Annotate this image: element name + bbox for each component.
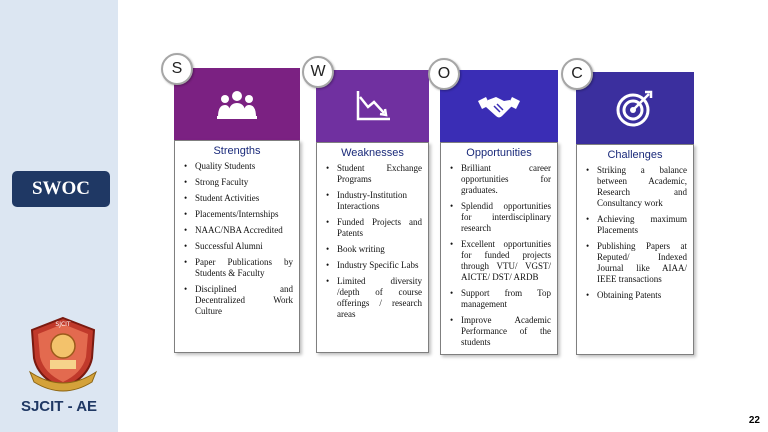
group-icon [215, 87, 259, 121]
list-item: • Publishing Papers at Reputed/ Indexed Journal like AIAA/ IEEE transactions [585, 241, 687, 285]
strengths-header [174, 68, 300, 140]
list-item: • NAAC/NBA Accredited [183, 225, 293, 236]
list-item: • Strong Faculty [183, 177, 293, 188]
list-item: • Student Activities [183, 193, 293, 204]
list-item: • Quality Students [183, 161, 293, 172]
strengths-body [174, 140, 300, 353]
strengths-title: Strengths [213, 145, 261, 157]
strengths-card [174, 68, 300, 353]
list-item: • Obtaining Patents [585, 290, 687, 301]
list-item: • Funded Projects and Patents [325, 217, 422, 239]
list-item: • Improve Academic Performance of the students [449, 315, 551, 348]
list-item: • Achieving maximum Placements [585, 214, 687, 236]
weaknesses-list [317, 163, 428, 320]
challenges-title: Challenges [607, 149, 663, 161]
list-item: • Disciplined and Decentralized Work Culture [183, 284, 293, 317]
letter-s: S [161, 53, 193, 85]
challenges-header [576, 72, 694, 144]
challenges-body [576, 144, 694, 355]
strengths-list [175, 161, 299, 317]
list-item: • Placements/Internships [183, 209, 293, 220]
swoc-badge: SWOC [12, 171, 110, 207]
sidebar [0, 0, 118, 432]
target-icon [615, 88, 655, 128]
list-item: • Brilliant career opportunities for graduates. [449, 163, 551, 196]
opportunities-card [440, 70, 558, 355]
page-number: 22 [748, 415, 760, 426]
list-item: • Industry Specific Labs [325, 260, 422, 271]
weaknesses-header [316, 70, 429, 142]
list-item: • Industry-Institution Interactions [325, 190, 422, 212]
list-item: • Paper Publications by Students & Faculty [183, 257, 293, 279]
challenges-list [577, 165, 693, 301]
handshake-icon [476, 91, 522, 121]
opportunities-title: Opportunities [466, 147, 532, 159]
list-item: • Splendid opportunities for interdisciplinary research [449, 201, 551, 234]
list-item: • Support from Top management [449, 288, 551, 310]
list-item: • Limited diversity /depth of course offerings / research areas [325, 276, 422, 320]
list-item: • Excellent opportunities for funded projects through VTU/ VGST/ AICTE/ DST/ ARDB [449, 239, 551, 283]
opportunities-body [440, 142, 558, 355]
list-item: • Successful Alumni [183, 241, 293, 252]
letter-c: C [561, 58, 593, 90]
weaknesses-title: Weaknesses [341, 147, 404, 159]
declining-chart-icon [354, 89, 392, 123]
weaknesses-body [316, 142, 429, 353]
list-item: • Book writing [325, 244, 422, 255]
letter-w: W [302, 56, 334, 88]
list-item: • Striking a balance between Academic, Research and Consultancy work [585, 165, 687, 209]
challenges-card [576, 72, 694, 355]
institute-logo [22, 312, 104, 392]
weaknesses-card [316, 70, 429, 355]
institute-name: SJCIT - AE [20, 398, 98, 415]
svg-text:SJCIT: SJCIT [55, 321, 71, 328]
list-item: • Student Exchange Programs [325, 163, 422, 185]
opportunities-list [441, 163, 557, 348]
letter-o: O [428, 58, 460, 90]
